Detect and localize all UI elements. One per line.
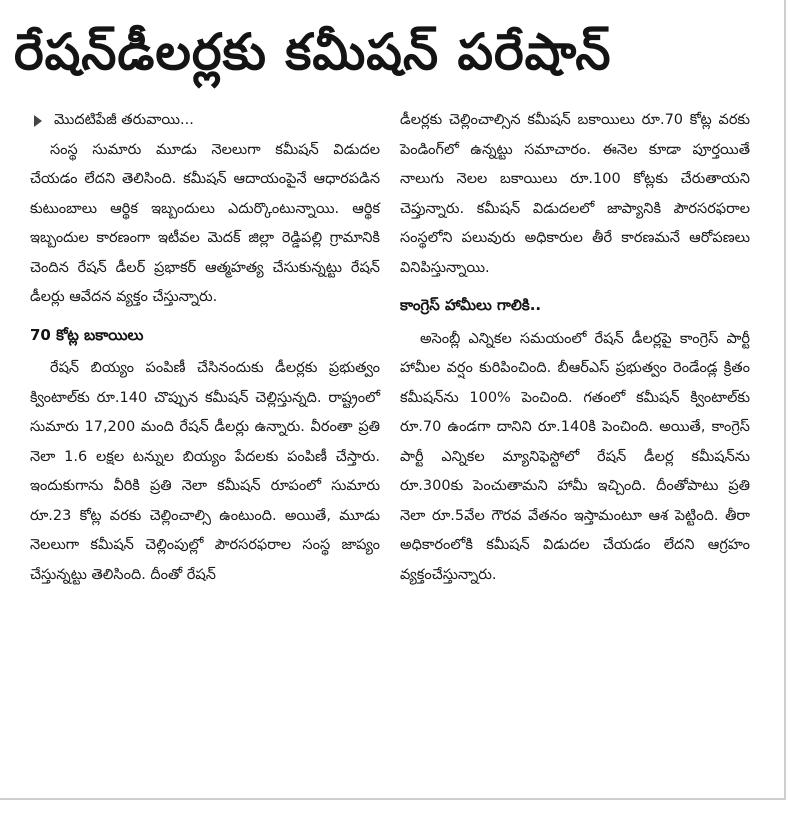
right-column xyxy=(400,106,750,590)
left-subheading: 70 కోట్ల బకాయిలు xyxy=(30,325,144,344)
right-subheading: కాంగ్రెస్ హామీలు గాలికి.. xyxy=(400,296,542,314)
left-paragraph-1: సంస్థ సుమారు మూడు నెలలుగా కమీషన్ విడుదల చేయడం లేదని తెలిసింది. కమీషన్ ఆదాయంపైనే ఆధారపడిన కుటుంబాలు ఆర్థిక ఇబ్బందులు ఎదుర్కొంటున్నాయి. ఆర్థిక ఇబ్బందుల కారణంగా ఇటీవల మెదక్ జిల్లా రెడ్డిపల్లి గ్రామానికి చెందిన రేషన్ డీలర్ ప్రభాకర్ ఆత్మహత్య చేసుకున్నట్టు రేషన్ డీలర్లు ఆవేదన వ్యక్తం చేస్తున్నారు. xyxy=(30,141,380,305)
right-paragraph-1: డీలర్లకు చెల్లించాల్సిన కమీషన్ బకాయిలు రూ.70 కోట్ల వరకు పెండింగ్‌లో ఉన్నట్టు సమాచారం. ఈనెల కూడా పూర్తయితే నాలుగు నెలల బకాయిలు రూ.100 కోట్లకు చేరుతాయని చెప్తున్నారు. కమీషన్ విడుదలలో జాప్యానికి పౌరసరఫరాల సంస్థలోని పలువురు అధికారుల తీరే కారణమనే ఆరోపణలు వినిపిస్తున్నాయి. xyxy=(400,112,750,276)
chevron-right-icon xyxy=(34,115,42,127)
continued-label: మొదటిపేజీ తరువాయి... xyxy=(54,112,194,128)
page-border-right xyxy=(784,0,786,800)
left-paragraph-2: రేషన్ బియ్యం పంపిణీ చేసినందుకు డీలర్లకు ప్రభుత్వం క్వింటాల్‌కు రూ.140 చొప్పున కమీషన్ చెల్లిస్తున్నది. రాష్ట్రంలో సుమారు 17,200 మంది రేషన్ డీలర్లు ఉన్నారు. వీరంతా ప్రతి నెలా 1.6 లక్షల టన్నుల బియ్యం పేదలకు పంపిణీ చేస్తారు. ఇందుకుగాను వీరికి ప్రతి నెలా కమీషన్ రూపంలో సుమారు రూ.23 కోట్ల వరకు చెల్లించాల్సి ఉంటుంది. అయితే, మూడు నెలలుగా కమీషన్ చెల్లింపుల్లో పౌరసరఫరాల సంస్థ జాప్యం చేస్తున్నట్టు తెలిసింది. దీంతో రేషన్ xyxy=(30,360,380,583)
continued-from-front-page xyxy=(30,106,380,136)
left-column xyxy=(30,106,380,590)
page-border-bottom xyxy=(0,798,786,800)
right-paragraph-2: అసెంబ్లీ ఎన్నికల సమయంలో రేషన్ డీలర్లపై కాంగ్రెస్ పార్టీ హామీల వర్షం కురిపించింది. బీఆర్ఎస్ ప్రభుత్వం రెండేండ్ల క్రితం కమీషన్‌ను 100% పెంచింది. గతంలో కమీషన్ క్వింటాల్‌కు రూ.70 ఉండగా దానిని రూ.140కి పెంచింది. అయితే, కాంగ్రెస్ పార్టీ ఎన్నికల మ్యానిఫెస్టోలో రేషన్ డీలర్ల కమీషన్‌ను రూ.300కు పెంచుతామని హామీ ఇచ్చింది. దీంతోపాటు ప్రతి నెలా రూ.5వేల గౌరవ వేతనం ఇస్తామంటూ ఆశ పెట్టింది. తీరా అధికారంలోకి కమీషన్ విడుదల చేయడం లేదని ఆగ్రహం వ్యక్తంచేస్తున్నారు. xyxy=(400,330,750,583)
headline: రేషన్‌డీలర్లకు కమీషన్ పరేషాన్ xyxy=(14,23,612,81)
